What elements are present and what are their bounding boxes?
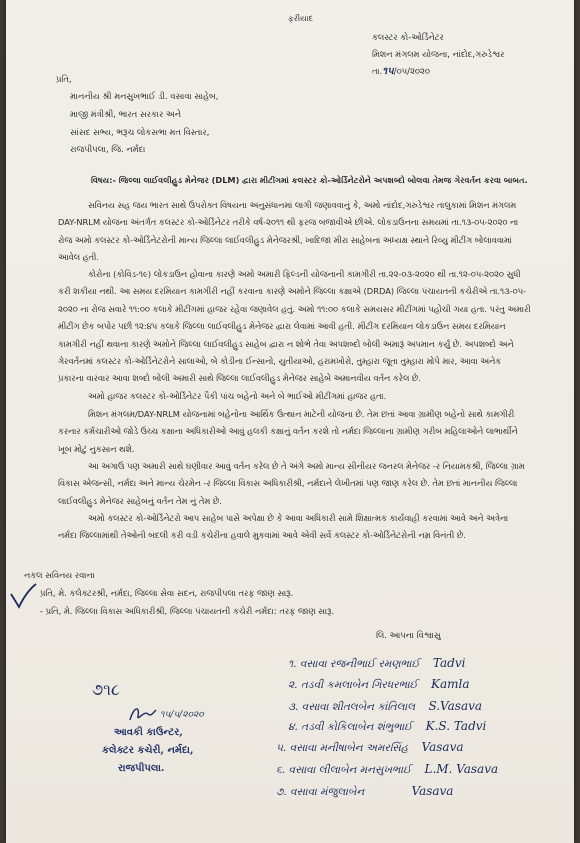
body-paragraph-5 [58, 458, 570, 510]
date-prefix: તા. [372, 66, 383, 76]
body-line: મીટીંગ છેક બપોર પછી ૧૨:૪૫ કલાકે જિલ્લા લાઈવલીહુડ મેનેજર દ્વારા લેવામાં આવી હતી. મીટીંગ દરમિયાન લોકડાઉન સમય દરમિયાન [58, 321, 506, 332]
signature-mark: Vasava [411, 784, 454, 798]
body-line: અમો હાજર કલસ્ટર કો-ઓર્ડિનેટર પૈકી પાંચ બહેનો અને બે ભાઈઓ મીટીંગમાં હાજર હતા. [88, 391, 387, 401]
signatory-name: ૪. તડવી કોકિલાબેન શંભુભાઈ [288, 721, 413, 733]
check-mark-icon [8, 582, 38, 610]
from-line-1: કલસ્ટર કો-ઓર્ડિનેટર [372, 32, 444, 42]
recipient-line-2: માજી મંત્રીશ્રી, ભારત સરકાર અને [70, 109, 182, 119]
date-rest: /૦૫/૨૦૨૦ [393, 66, 430, 76]
body-line: કરનાર કર્મચારીઓ જોડે ઉચ્ચ કક્ષાના અધિકારીઓ આવું હલકી કક્ષાનું વર્તન કરશે તો નર્મદા જિલ્લાના ગ્રામીણ ગરીબ મહિલાઓને લાભાર્થીને [58, 426, 518, 437]
signatory-name: ૬. વસાવા લીલાબેન મનસુખભાઈ [276, 764, 412, 776]
body-line: આ અગાઉ પણ અમારી સાથે ઘણીવાર આવું વર્તન કરેલ છે તે અંગે અમો માન્ય સીનીયર જનરલ મેનેજર -ર નિયામકશ્રી, જિલ્લા ગ્રામ [88, 461, 525, 471]
stamp-line-3: રાજપીપલા. [118, 763, 165, 774]
body-line: કરી શકીયા નથી. આ સમય દરમિયાન કામગીરી નહીં કરવાના કારણે અમોને જિલ્લા કક્ષાએ (DRDA) જિલ્લા પંચાયતની કચેરીએ તા.૧૩-૦૫- [58, 286, 527, 297]
recipient-prati: પ્રતિ, [56, 74, 72, 84]
body-paragraph-6 [58, 510, 570, 545]
signature-mark: Kamla [431, 677, 470, 691]
stamp-line-2: કલેક્ટર કચેરી, નર્મદા, [102, 745, 194, 756]
body-line: આવેલ હતી. [58, 252, 100, 263]
letter-date [372, 67, 430, 77]
stamp-date: ૧૫/૫/૨૦૨૦ [160, 710, 204, 720]
margin-note: ૭૧૮ [92, 680, 120, 699]
recipient-line-1: માનનીય શ્રી મનસુખભાઈ ડી. વસાવા સાહેબ, [70, 91, 219, 101]
body-paragraph-3 [58, 388, 570, 405]
body-line: ગેરવર્તનમાં કલસ્ટર કો-ઓર્ડિનેટરોને સાલાઓ, બે કોડીના ઈન્સાનો, યુતીયાઓ, હરામખોરો, તુમ્હારા જૂતા તુમ્હારા મોપે માર, આવા અનેક [58, 356, 502, 367]
signatory-3 [288, 699, 482, 714]
body-line: સવિનય સહ જય ભારત સાથે ઉપરોક્ત વિષયના અનુસંધાનમાં લાગી જણાવવાનું કે, અમો નાંદોદ,ગરુડેશ્વર તાલુકામાં મિશન મંગલમ [88, 200, 517, 210]
body-line: વિકાસ એજન્સી, નર્મદા અને માન્ય ચેરમેન -ર જિલ્લા વિકાસ અધિકારીશ્રી, નર્મદાને લેખીતમાં પણ જાણ કરેલ છે. તેમ છતાં માનનીય જિલ્લા [58, 478, 518, 489]
signatory-1 [288, 656, 465, 671]
body-line: મિશન મંગલમ/DAY-NRLM યોજનામાં બહેનોના આર્થિક ઉત્થાન માટેની યોજના છે. તેમ છતાં આવા ગ્રામીણ બહેનો સાથે કામગીરી [88, 409, 515, 419]
signature-mark: L.M. Vasava [424, 762, 499, 776]
body-line: ૨૦૨૦ ના રોજ સવારે ૧૧:૦૦ કલાકે મીટીંગમાં હાજર રહેવા જણાવેલ હતું. અમો ૧૧:૦૦ કલાકે સમયસર મીટીંગમાં પહોંચી ગયા હતા. પરંતુ અમારી [58, 303, 531, 314]
signatory-4 [288, 719, 486, 734]
copy-heading: નકલ સવિનય રવાના [24, 570, 95, 580]
signature-mark: Vasava [421, 740, 464, 754]
body-line: રોજ અમો કલસ્ટર કો-ઓર્ડિનેટરોની માન્ય જિલ્લા લાઈવલીહુડ મેનેજરશ્રી, ખાદિજા મીરા સાહેબના અધ્યક્ષ સ્થાને રિવ્યુ મીટીંગ બોલાવવામાં [58, 234, 512, 245]
signatory-name: ૧. વસાવા રજનીભાઈ રમણભાઈ [288, 658, 420, 670]
body-line: લાઈવલીહુડ મેનેજર સાહેબનું વર્તન તેમ નું તેમ છે. [58, 495, 222, 506]
closing-line: લિ. આપના વિશ્વાસુ [376, 630, 441, 640]
body-line: ખૂબ મોટું નુકસાન થશે. [58, 443, 135, 454]
signature-mark: S.Vasava [428, 699, 483, 713]
body-line: DAY-NRLM યોજના અંતર્ગત કલસ્ટર કો-ઓર્ડિનેટર તરીકે વર્ષ-૨૦૧૧ થી ફરજ બજાવીએ છીએ. લોકડાઉનના સમયમાં તા.૧૩-૦૫-૨૦૨૦ ના [58, 217, 519, 228]
letter-heading: ફરીયાદ [288, 14, 314, 23]
body-line: નર્મદા જિલ્લામાંથી તેઓની બદલી કરી વડી કચેરીના હવાલે મુકવામાં આવે એવી સર્વે કલસ્ટર કો-ઓર્ડિનેટરોની નમ્ર વિનંતી છે. [58, 530, 466, 541]
body-line: અમો કલસ્ટર કો-ઓર્ડિનેટરો આપ સાહેબ પાસે અપેક્ષા છે કે આવા અધિકારી સામે શિક્ષાત્મક કાર્યવાહી કરવામાં આવે અને અત્રેના [88, 513, 509, 523]
body-line: પ્રકારના વારંવાર આવા શબ્દો બોલી અમારી સાથે જિલ્લા લાઈવલીહુડ મેનેજર સાહેબે અમાનવીય વર્તન કરેલ છે. [58, 373, 421, 384]
signature-mark: Tadvi [432, 656, 466, 670]
stamp-signature-icon [128, 704, 158, 726]
copy-line-1: પ્રતિ, મે. કલેક્ટરશ્રી, નર્મદા, જિલ્લા સેવા સદન, રાજપીપલા તરફ જાણ સારૂ. [40, 588, 294, 598]
body-paragraph-2 [58, 266, 570, 388]
date-day: ૧૫ [382, 66, 394, 77]
signatory-name: ૩. વસાવા શીતલબેન કાંતિલાલ [288, 701, 416, 713]
stamp-line-1: આવકી કાઉન્ટર, [114, 727, 183, 738]
signatory-6 [276, 762, 498, 777]
letter-page [6, 0, 574, 843]
inward-stamp [102, 700, 232, 800]
subject-line: વિષય:- જિલ્લા લાઈવલીહુડ મેનેજર (DLM) દ્વારા મીટીંગમાં કલસ્ટર કો-ઓર્ડિનેટરોને અપશબ્દો બોલવા તેમજ ગેરવર્તન કરવા બાબત. [91, 175, 528, 185]
from-line-2: મિશન મંગલમ યોજના, નાંદોદ,ગરુડેશ્વર [372, 49, 505, 59]
signatory-name: ૨. તડવી કમલાબેન ગિરધરભાઈ [288, 679, 418, 691]
signatory-5 [276, 740, 464, 755]
body-line: કોરોના (કોવિડ-૧૯) લોકડાઉન હોવાના કારણે અમો અમારી ફિલ્ડની યોજનાની કામગીરી તા.૨૨-૦૩-૨૦૨૦ થી તા.૧૨-૦૫-૨૦૨૦ સુધી [88, 269, 521, 279]
signatory-2 [288, 677, 470, 692]
recipient-line-4: રાજપીપલા, જિ. નર્મદા [70, 144, 146, 154]
body-line: કામગીરી નહીં થવાના કારણે અમોને જિલ્લા લાઈવલીહુડ સાહેબ દ્વારા ન શોભે તેવા અપશબ્દો બોલી અમારૂં અપમાન કર્યું છે. અપશબ્દો અને [58, 338, 514, 349]
copy-line-2: - પ્રતિ, મે. જિલ્લા વિકાસ અધિકારીશ્રી, જિલ્લા પંચાયતની કચેરી નર્મદા: તરફ જાણ સારૂ. [40, 606, 335, 616]
recipient-line-3: સાંસદ સભ્ય, ભરૂચ લોકસભા મત વિસ્તાર, [70, 127, 210, 137]
body-paragraph-4 [58, 406, 570, 458]
signature-mark: K.S. Tadvi [425, 719, 487, 733]
signatory-name: ૭. વસાવા મંજુલાબેન [276, 786, 365, 798]
signatory-name: ૫. વસાવા મનીષાબેન અમરસિંહ [276, 742, 409, 754]
body-paragraph-1 [58, 197, 570, 267]
signatory-7 [276, 784, 453, 799]
